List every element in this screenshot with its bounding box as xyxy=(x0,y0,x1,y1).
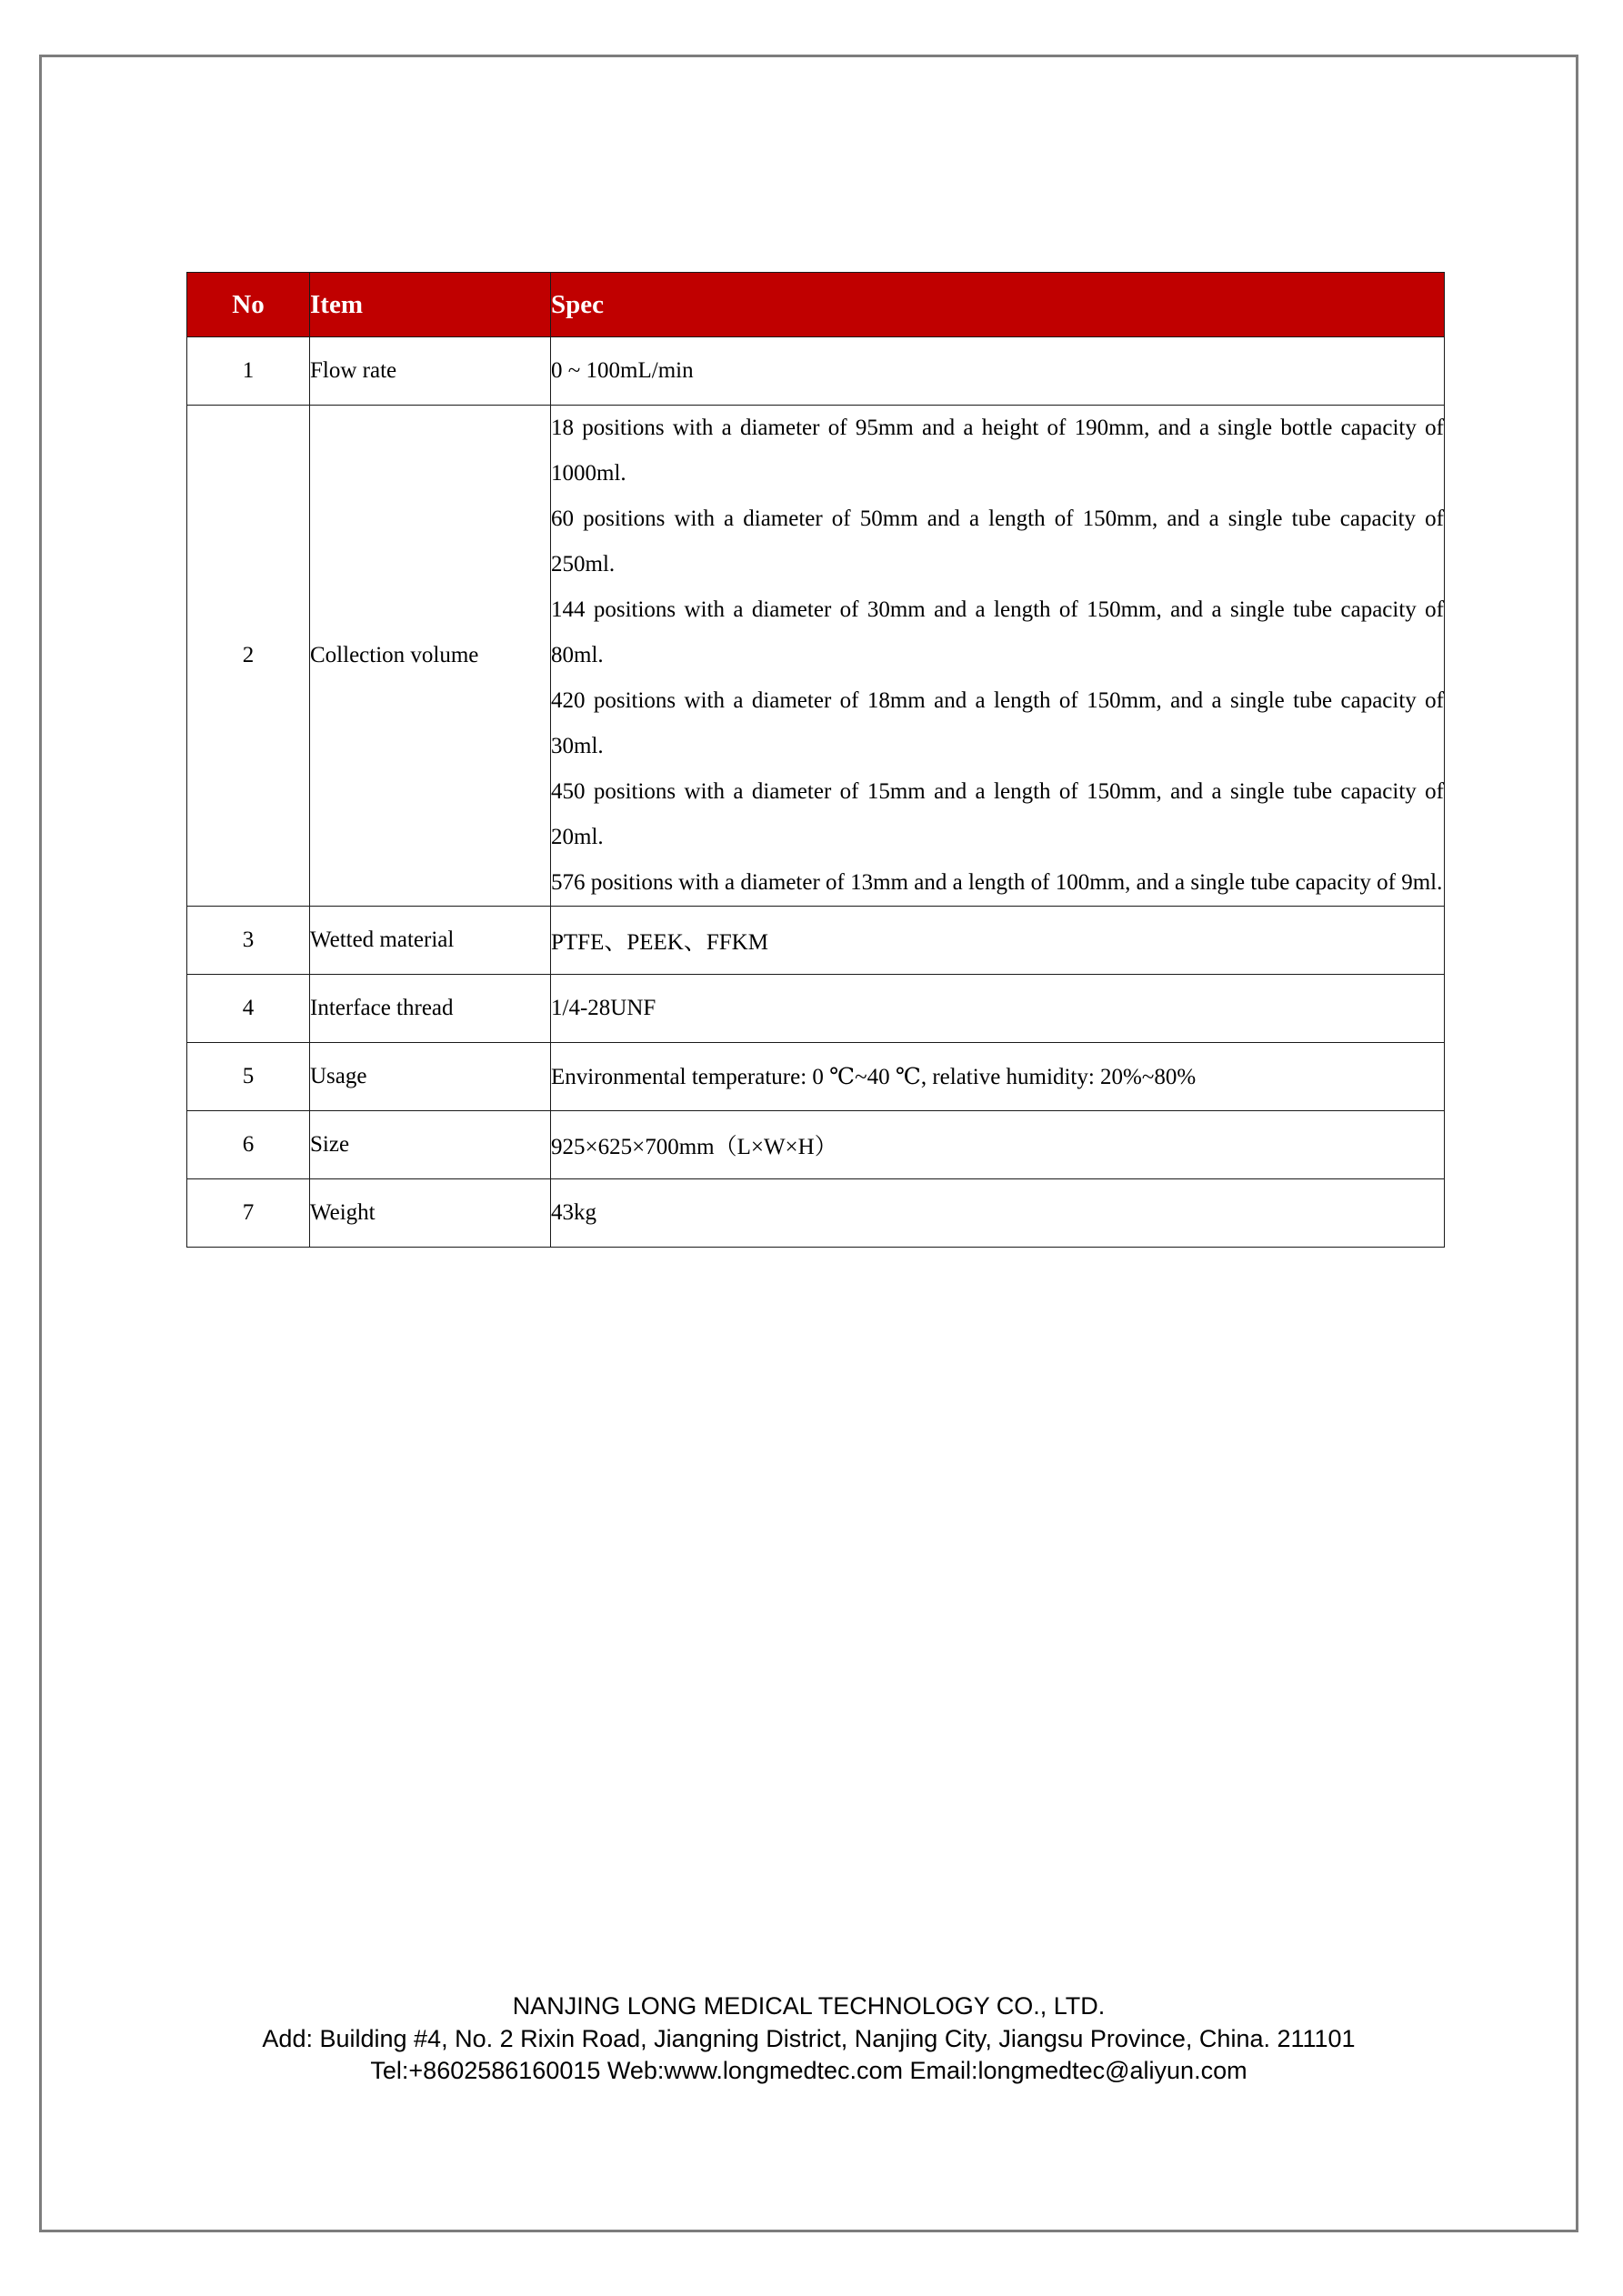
row-spec: 43kg xyxy=(551,1179,1445,1248)
row-spec-collection-volume xyxy=(551,406,1445,907)
row-number: 5 xyxy=(187,1043,310,1111)
row-number: 3 xyxy=(187,907,310,975)
row-number: 6 xyxy=(187,1111,310,1179)
spec-paragraph: 576 positions with a diameter of 13mm and a length of 100mm, and a single tube capacity of 9ml. xyxy=(551,870,1443,895)
table-row xyxy=(187,1111,1445,1179)
spec-paragraph: 450 positions with a diameter of 15mm and a length of 150mm, and a single tube capacity of 20ml. xyxy=(551,779,1444,849)
spec-paragraph: 420 positions with a diameter of 18mm and a length of 150mm, and a single tube capacity of 30ml. xyxy=(551,688,1444,758)
row-item: Size xyxy=(310,1111,551,1179)
table-row xyxy=(187,1043,1445,1111)
row-item: Weight xyxy=(310,1179,551,1248)
column-header-item: Item xyxy=(310,273,551,337)
table-row xyxy=(187,1179,1445,1248)
table-header-row xyxy=(187,273,1445,337)
page-frame xyxy=(39,55,1578,2232)
row-spec: 0 ~ 100mL/min xyxy=(551,337,1445,406)
row-spec: 925×625×700mm（L×W×H） xyxy=(551,1111,1445,1179)
row-spec: PTFE、PEEK、FFKM xyxy=(551,907,1445,975)
page-footer xyxy=(42,1990,1576,2088)
table-row xyxy=(187,337,1445,406)
row-number: 4 xyxy=(187,975,310,1043)
row-item: Wetted material xyxy=(310,907,551,975)
column-header-no: No xyxy=(187,273,310,337)
row-item: Flow rate xyxy=(310,337,551,406)
table-row xyxy=(187,907,1445,975)
spec-paragraph: 18 positions with a diameter of 95mm and a height of 190mm, and a single bottle capacity of 1000ml. xyxy=(551,416,1444,486)
specification-table xyxy=(186,272,1445,1248)
footer-company-name: NANJING LONG MEDICAL TECHNOLOGY CO., LTD. xyxy=(512,1992,1106,2020)
specification-table-container xyxy=(186,272,1444,1248)
row-item: Interface thread xyxy=(310,975,551,1043)
footer-contact: Tel:+8602586160015 Web:www.longmedtec.com Email:longmedtec@aliyun.com xyxy=(370,2057,1247,2085)
row-number: 1 xyxy=(187,337,310,406)
spec-paragraph: 144 positions with a diameter of 30mm and a length of 150mm, and a single tube capacity of 80ml. xyxy=(551,597,1444,667)
row-number: 2 xyxy=(187,406,310,907)
table-row xyxy=(187,975,1445,1043)
row-spec: 1/4-28UNF xyxy=(551,975,1445,1043)
row-spec: Environmental temperature: 0 ℃~40 ℃, relative humidity: 20%~80% xyxy=(551,1043,1445,1111)
column-header-spec: Spec xyxy=(551,273,1445,337)
row-number: 7 xyxy=(187,1179,310,1248)
row-item: Collection volume xyxy=(310,406,551,907)
table-row xyxy=(187,406,1445,907)
row-item: Usage xyxy=(310,1043,551,1111)
spec-paragraph: 60 positions with a diameter of 50mm and a length of 150mm, and a single tube capacity of 250ml. xyxy=(551,506,1444,577)
footer-address: Add: Building #4, No. 2 Rixin Road, Jiangning District, Nanjing City, Jiangsu Province, China. 211101 xyxy=(262,2024,1356,2052)
